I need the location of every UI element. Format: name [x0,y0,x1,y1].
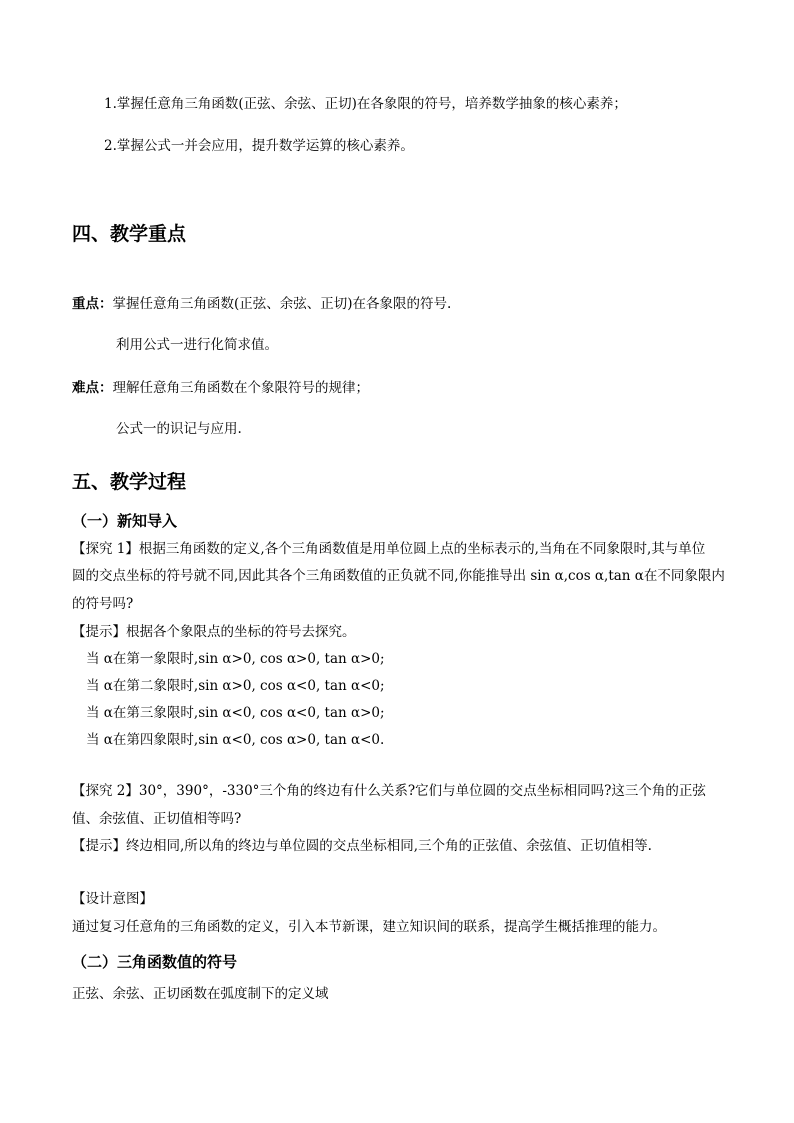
key-point-text: 掌握任意角三角函数(正弦、余弦、正切)在各象限的符号. [112,296,452,312]
quadrant-case-3: 当 α在第三象限时,sin α<0, cos α<0, tan α>0; [86,705,385,721]
hint-1: 【提示】根据各个象限点的坐标的符号去探究。 [72,624,356,640]
subsection-intro: （一）新知导入 [72,512,178,530]
explore2-line2: 值、余弦值、正切值相等吗? [72,811,242,827]
key-point-text-2: 利用公式一进行化简求值。 [116,337,278,353]
explore1-line3: 的符号吗? [72,596,134,612]
explore1-line2: 圆的交点坐标的符号就不同,因此其各个三角函数值的正负就不同,你能推导出 sin α,cos α,tan α在不同象限内 [72,568,725,584]
section-heading-teaching-process: 五、教学过程 [72,471,187,493]
quadrant-case-1: 当 α在第一象限时,sin α>0, cos α>0, tan α>0; [86,651,385,667]
difficulty-label: 难点： [72,380,113,396]
domain-line: 正弦、余弦、正切函数在弧度制下的定义域 [72,986,329,1002]
design-intent-label: 【设计意图】 [72,891,153,907]
quadrant-case-4: 当 α在第四象限时,sin α<0, cos α>0, tan α<0. [86,732,385,748]
hint-2: 【提示】终边相同,所以角的终边与单位圆的交点坐标相同,三个角的正弦值、余弦值、正切值相等. [72,838,652,854]
explore1-line1: 【探究 1】根据三角函数的定义,各个三角函数值是用单位圆上点的坐标表示的,当角在不同象限时,其与单位 [72,541,706,557]
objective-2: 2.掌握公式一并会应用，提升数学运算的核心素养。 [104,138,414,154]
difficulty-text-2: 公式一的识记与应用. [116,421,242,437]
objective-1: 1.掌握任意角三角函数(正弦、余弦、正切)在各象限的符号，培养数学抽象的核心素养； [104,96,627,112]
difficulty-line [72,379,369,397]
explore2-line1: 【探究 2】30°，390°，-330°三个角的终边有什么关系?它们与单位圆的交点坐标相同吗?这三个角的正弦 [72,783,706,799]
design-intent-text: 通过复习任意角的三角函数的定义，引入本节新课，建立知识间的联系，提高学生概括推理的能力。 [72,919,666,935]
difficulty-text: 理解任意角三角函数在个象限符号的规律； [112,380,369,396]
key-point-label: 重点： [72,296,113,312]
quadrant-case-2: 当 α在第二象限时,sin α>0, cos α<0, tan α<0; [86,678,385,694]
subsection-sign: （二）三角函数值的符号 [72,953,238,971]
key-point-line [72,295,451,313]
section-heading-key-points: 四、教学重点 [72,223,187,245]
